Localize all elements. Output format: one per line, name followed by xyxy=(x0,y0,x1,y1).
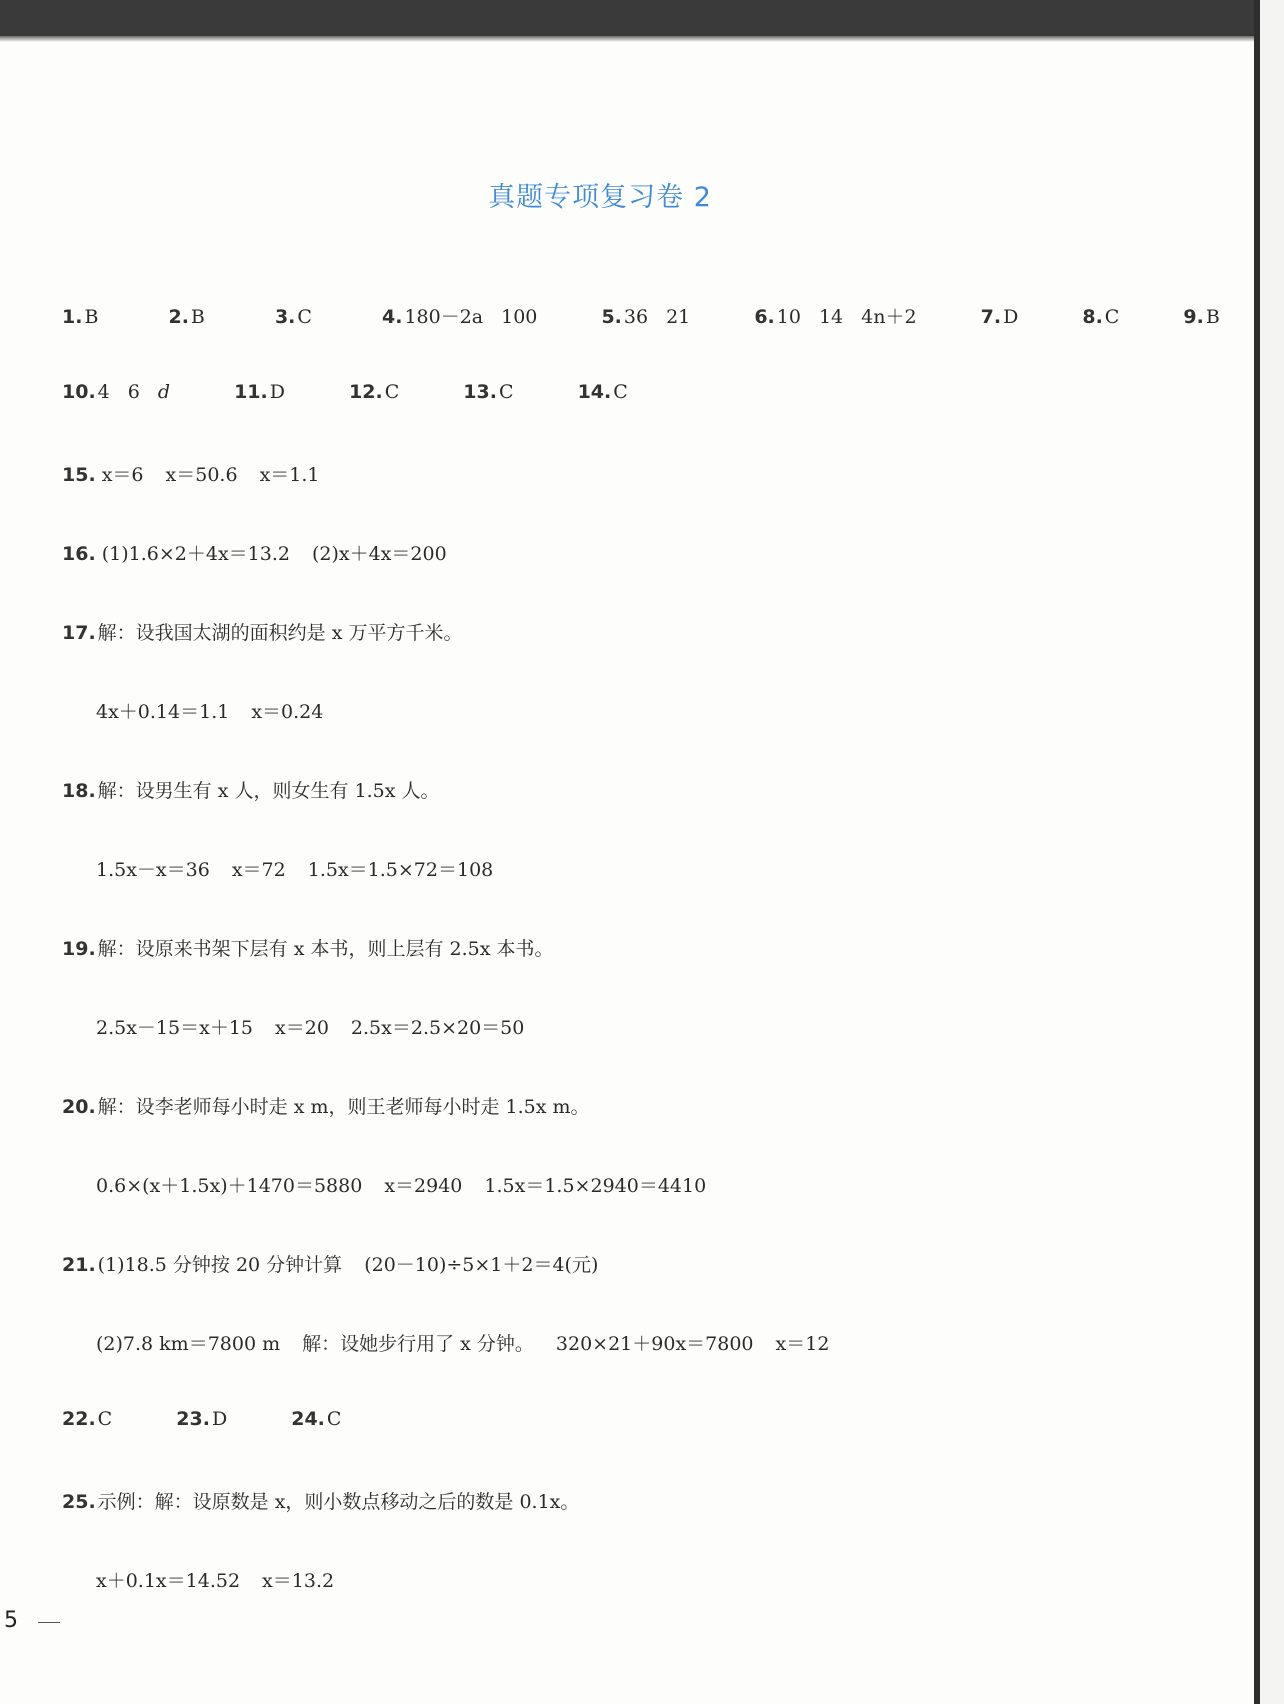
answer-item: 5. 36 21 xyxy=(601,306,691,328)
page-number-dash xyxy=(38,1622,60,1623)
answer-25: 25. 示例：解：设原数是 x，则小数点移动之后的数是 0.1x。 xyxy=(62,1491,580,1513)
page-number: 5 xyxy=(4,1608,18,1633)
answer-18-equations: 1.5x－x＝36 x＝72 1.5x＝1.5×72＝108 xyxy=(96,859,494,881)
answer-20-equations: 0.6×(x＋1.5x)＋1470＝5880 x＝2940 1.5x＝1.5×2940＝4410 xyxy=(96,1175,707,1197)
answer-20: 20. 解：设李老师每小时走 x m，则王老师每小时走 1.5x m。 xyxy=(62,1096,590,1118)
answer-25-equations: x＋0.1x＝14.52 x＝13.2 xyxy=(96,1570,335,1592)
answer-item: 12. C xyxy=(349,381,400,403)
answer-item: 2. B xyxy=(168,306,205,328)
answer-21-part-2: (2)7.8 km＝7800 m 解：设她步行用了 x 分钟。 320×21＋90x＝7800 x＝12 xyxy=(96,1333,830,1355)
answer-row-1-9 xyxy=(62,302,1278,329)
answer-item: 10. 4 6 d xyxy=(62,381,171,403)
answer-17: 17. 解：设我国太湖的面积约是 x 万平方千米。 xyxy=(62,622,463,644)
answer-19-equations: 2.5x－15＝x＋15 x＝20 2.5x＝2.5×20＝50 xyxy=(96,1017,525,1039)
answer-item: 6. 10 14 4n＋2 xyxy=(754,306,917,328)
answer-item: 3. C xyxy=(274,306,312,328)
answer-15: 15. x＝6 x＝50.6 x＝1.1 xyxy=(62,464,320,486)
answer-item: 4. 180－2a 100 xyxy=(381,306,538,328)
answer-item: 14. C xyxy=(577,381,628,403)
answer-item: 11. D xyxy=(234,381,285,403)
answer-16: 16. (1)1.6×2＋4x＝13.2 (2)x＋4x＝200 xyxy=(62,543,447,565)
answer-18: 18. 解：设男生有 x 人，则女生有 1.5x 人。 xyxy=(62,780,440,802)
answer-item: 9. B xyxy=(1183,306,1220,328)
answer-item: 13. C xyxy=(463,381,514,403)
answer-row-22-24 xyxy=(62,1408,399,1430)
answer-row-10-14 xyxy=(62,381,686,403)
answer-item: 8. C xyxy=(1082,306,1120,328)
answer-item: 23. D xyxy=(176,1408,228,1430)
answer-item: 24. C xyxy=(291,1408,342,1430)
answer-21: 21. (1)18.5 分钟按 20 分钟计算 (20－10)÷5×1＋2＝4(元) xyxy=(62,1254,599,1276)
scan-shadow-top xyxy=(0,0,1284,36)
scan-shadow-right xyxy=(1254,0,1284,1704)
answer-item: 7. D xyxy=(980,306,1019,328)
answer-item: 22. C xyxy=(62,1408,113,1430)
answer-19: 19. 解：设原来书架下层有 x 本书，则上层有 2.5x 本书。 xyxy=(62,938,554,960)
answer-item: 1. B xyxy=(62,306,99,328)
answer-17-equations: 4x＋0.14＝1.1 x＝0.24 xyxy=(96,701,324,723)
page-title: 真题专项复习卷 2 xyxy=(488,182,712,213)
